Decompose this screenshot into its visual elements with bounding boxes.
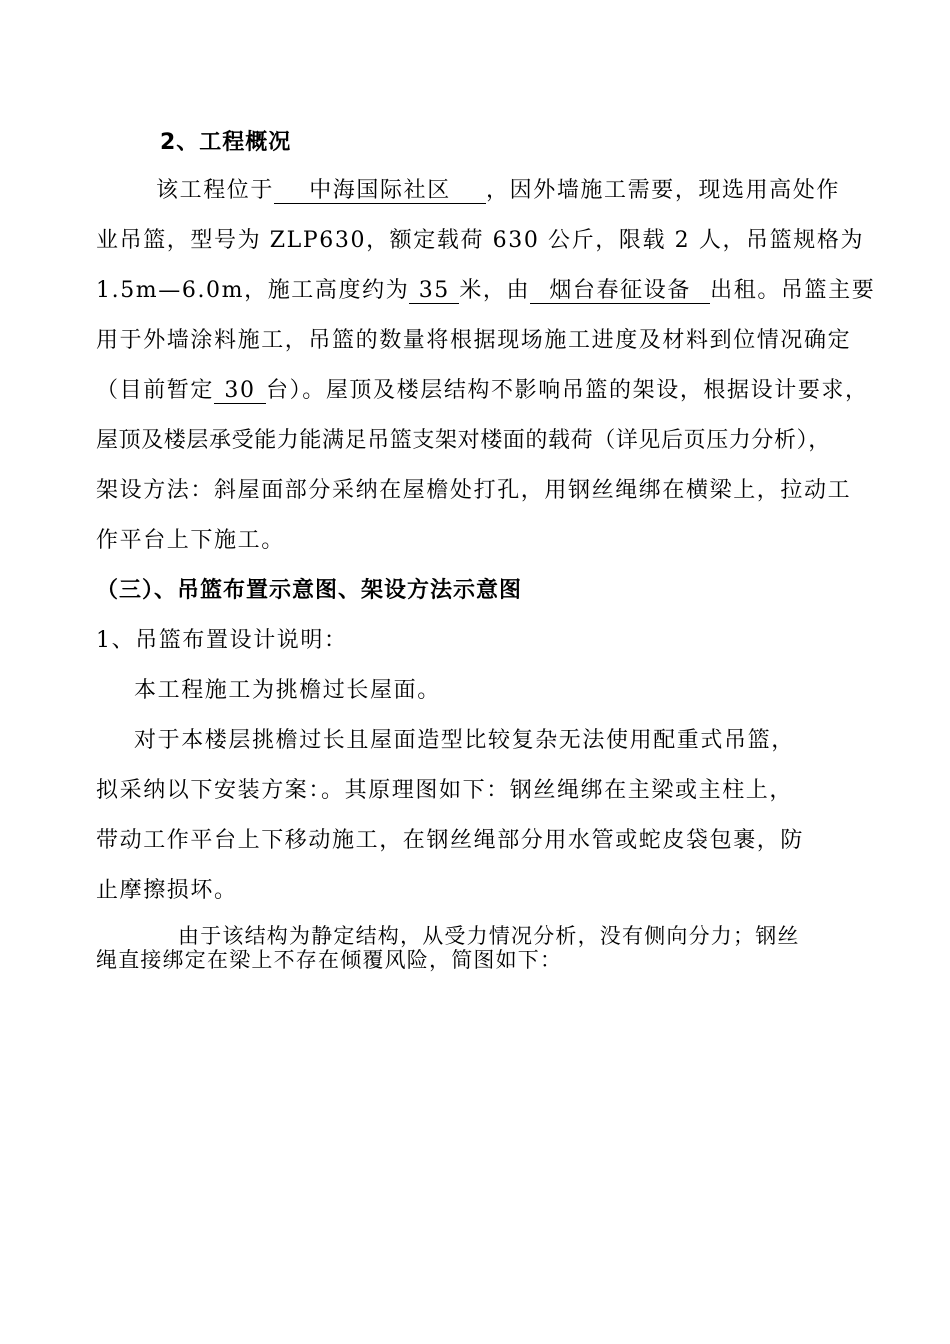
text-segment: 该工程位于 <box>156 178 275 203</box>
paragraph-line-11: 拟采纳以下安装方案：。其原理图如下：钢丝绳绑在主梁或主柱上， <box>96 778 794 803</box>
paragraph-line-15: 绳直接绑定在梁上不存在倾覆风险，简图如下： <box>96 948 563 972</box>
text-segment: 台）。屋顶及楼层结构不影响吊篮的架设，根据设计要求， <box>266 378 869 403</box>
paragraph-line-9: 本工程施工为挑檐过长屋面。 <box>134 678 441 703</box>
text-segment: 米，由 <box>459 278 531 303</box>
paragraph-line-2: 业吊篮，型号为 ZLP630，额定载荷 630 公斤，限载 2 人，吊篮规格为 <box>96 228 865 253</box>
paragraph-line-10: 对于本楼层挑檐过长且屋面造型比较复杂无法使用配重式吊篮， <box>134 728 795 753</box>
rental-company: 烟台春征设备 <box>530 279 710 304</box>
paragraph-line-12: 带动工作平台上下移动施工，在钢丝绳部分用水管或蛇皮袋包裹，防 <box>96 828 805 853</box>
paragraph-line-6: 屋顶及楼层承受能力能满足吊篮支架对楼面的载荷（详见后页压力分析）， <box>96 428 831 453</box>
gondola-count: 30 <box>214 379 266 404</box>
section-heading-overview: 2、工程概况 <box>160 130 292 155</box>
item-heading-layout-design: 1、吊篮布置设计说明： <box>96 628 348 653</box>
paragraph-line-7: 架设方法：斜屋面部分采纳在屋檐处打孔，用钢丝绳绑在横梁上，拉动工 <box>96 478 852 503</box>
paragraph-line-3 <box>96 276 876 306</box>
text-segment: ，因外墙施工需要，现选用高处作 <box>486 178 841 203</box>
paragraph-line-13: 止摩擦损坏。 <box>96 878 238 903</box>
text-segment: 出租。吊篮主要 <box>710 278 876 303</box>
text-segment: 1.5m—6.0m，施工高度约为 <box>96 278 410 303</box>
paragraph-line-5 <box>96 376 876 406</box>
construction-height: 35 <box>409 279 459 304</box>
section-heading-diagrams: （三）、吊篮布置示意图、架设方法示意图 <box>96 578 523 603</box>
paragraph-line-14: 由于该结构为静定结构，从受力情况分析，没有侧向分力；钢丝 <box>178 924 800 948</box>
paragraph-line-1 <box>156 176 936 206</box>
project-location: 中海国际社区 <box>274 179 486 204</box>
text-segment: （目前暂定 <box>96 378 215 403</box>
paragraph-line-8: 作平台上下施工。 <box>96 528 285 553</box>
paragraph-line-4: 用于外墙涂料施工，吊篮的数量将根据现场施工进度及材料到位情况确定 <box>96 328 852 353</box>
